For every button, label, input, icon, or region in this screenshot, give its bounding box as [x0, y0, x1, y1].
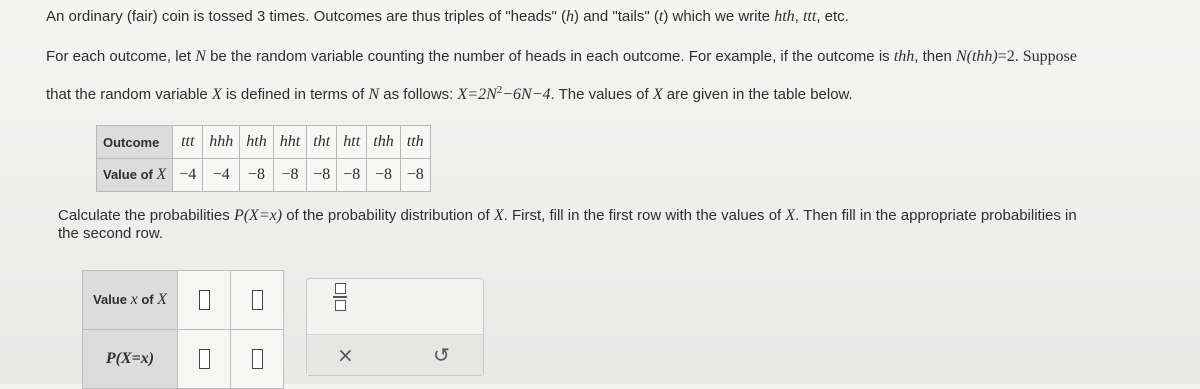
intro-text: be the random variable counting the number of heads in each outcome. For example, if the outcome is [205, 48, 894, 65]
outcome-cell: thh [367, 126, 400, 159]
intro-text: ) which we write [663, 8, 775, 25]
intro-line-3 [46, 79, 853, 106]
value-input-cell[interactable] [178, 271, 231, 330]
instruction-line-1 [58, 205, 1077, 227]
value-input[interactable] [199, 290, 210, 310]
intro-line-2 [46, 46, 1077, 68]
value-cell: −8 [400, 159, 430, 192]
outcome-header: Outcome [97, 126, 173, 159]
value-header-label: Value of [103, 167, 157, 182]
formula-rest: −6N−4 [502, 86, 551, 103]
value-cell: −8 [273, 159, 306, 192]
instruction-text: Calculate the probabilities [58, 207, 234, 224]
outcome-row [97, 126, 431, 159]
var-X: X [652, 86, 663, 103]
math-tool-panel [306, 278, 484, 376]
intro-text: =2. Suppose [997, 48, 1077, 65]
answer-value-row [83, 271, 284, 330]
value-cell: −8 [240, 159, 273, 192]
outcome-thh: thh [893, 48, 915, 65]
prob-input[interactable] [199, 349, 210, 369]
fraction-bar [333, 296, 347, 298]
fraction-denominator-box [335, 300, 346, 311]
value-header [97, 159, 173, 192]
arg-thh: (thh) [966, 48, 998, 65]
instruction-text: . First, fill in the first row with the values of [503, 207, 786, 224]
intro-text: , then [914, 48, 956, 65]
var-X: X [785, 207, 796, 224]
outcome-cell: tht [307, 126, 337, 159]
answer-prob-row [83, 330, 284, 389]
outcome-ttt: ttt [802, 8, 817, 25]
outcome-cell: htt [337, 126, 367, 159]
intro-line-1 [46, 6, 849, 28]
var-N: N [368, 86, 380, 103]
intro-text: An ordinary (fair) coin is tossed 3 times. Outcomes are thus triples of "heads" ( [46, 8, 567, 25]
intro-text: ) and "tails" ( [574, 8, 659, 25]
outcome-cell: tth [400, 126, 430, 159]
var-X: X [493, 207, 504, 224]
var-P: P [233, 207, 244, 224]
intro-text: For each outcome, let [46, 48, 196, 65]
fraction-icon[interactable] [333, 283, 347, 313]
outcome-hth: hth [774, 8, 795, 25]
action-bar [307, 334, 483, 375]
intro-text: . The values of [550, 86, 653, 103]
formula: X=2N [457, 86, 497, 103]
intro-text: , etc. [816, 8, 849, 25]
value-cell: −8 [337, 159, 367, 192]
intro-text: are given in the table below. [662, 86, 853, 103]
formula-exponent: 2 [496, 84, 503, 96]
answer-prob-header: P(X=x) [83, 330, 178, 389]
answer-table [82, 270, 284, 389]
instruction-line-2: the second row. [58, 225, 164, 242]
undo-icon[interactable]: ↺ [433, 343, 450, 367]
clear-icon[interactable]: × [337, 343, 354, 367]
outcome-cell: hht [273, 126, 306, 159]
value-cell: −8 [367, 159, 400, 192]
intro-text: , [794, 8, 803, 25]
value-row [97, 159, 431, 192]
prob-arg: (X=x) [243, 207, 283, 224]
outcome-cell: hth [240, 126, 273, 159]
intro-text: is defined in terms of [221, 86, 369, 103]
var-h: h [566, 8, 575, 25]
var-X: X [156, 166, 167, 183]
intro-text: that the random variable [46, 86, 212, 103]
value-input-cell[interactable] [231, 271, 284, 330]
var-x: x [130, 291, 138, 308]
fraction-numerator-box [335, 283, 346, 294]
var-N: N [955, 48, 967, 65]
prob-input-cell[interactable] [231, 330, 284, 389]
outcome-cell: hhh [203, 126, 240, 159]
var-X: X [211, 86, 222, 103]
answer-value-header [83, 271, 178, 330]
value-cell: −4 [173, 159, 203, 192]
value-cell: −8 [307, 159, 337, 192]
var-X: X [157, 291, 167, 308]
var-N: N [195, 48, 206, 65]
answer-value-label: Value [93, 292, 131, 307]
prob-input-cell[interactable] [178, 330, 231, 389]
var-t: t [658, 8, 664, 25]
outcome-table [96, 125, 431, 192]
outcome-cell: ttt [173, 126, 203, 159]
intro-text: as follows: [379, 86, 458, 103]
answer-value-label: of [137, 292, 158, 307]
value-cell: −4 [203, 159, 240, 192]
instruction-text: of the probability distribution of [282, 207, 494, 224]
prob-input[interactable] [252, 349, 263, 369]
instruction-text: . Then fill in the appropriate probabilities in [795, 207, 1077, 224]
value-input[interactable] [252, 290, 263, 310]
